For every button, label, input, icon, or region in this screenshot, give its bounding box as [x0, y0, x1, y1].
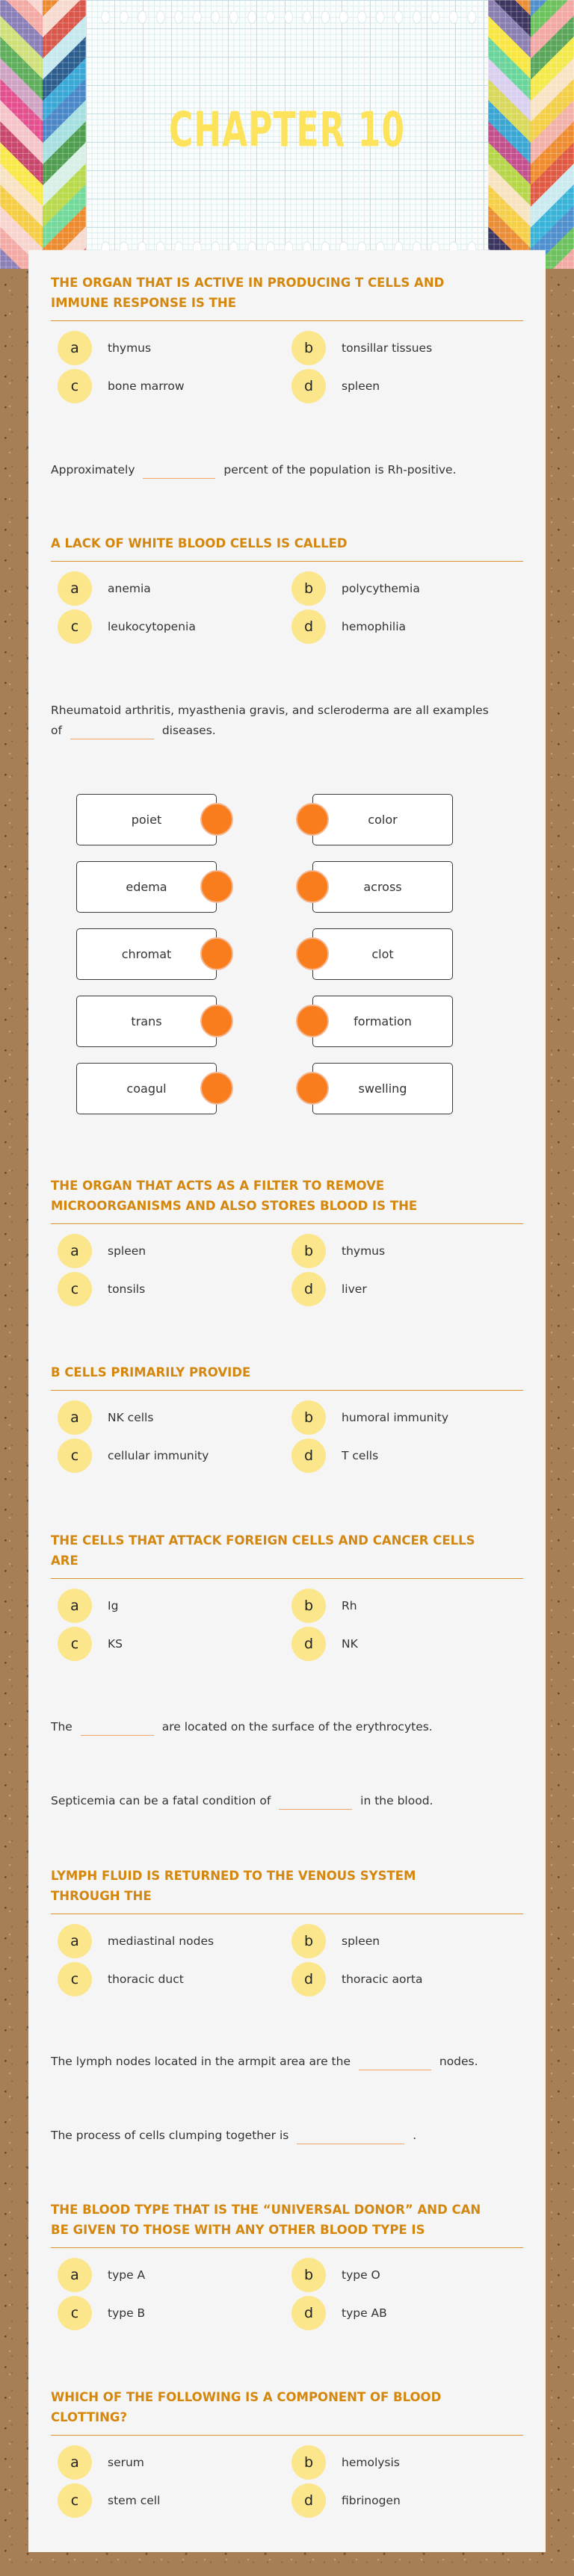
match-label: edema [126, 880, 167, 894]
match-right-item[interactable] [312, 794, 453, 845]
option-text: hemolysis [342, 2456, 400, 2469]
option-text: serum [108, 2456, 144, 2469]
match-label: swelling [358, 1081, 407, 1096]
option-c[interactable] [58, 2483, 160, 2518]
connector-dot[interactable] [296, 1072, 329, 1105]
match-label: across [363, 880, 402, 894]
sentence-start: The process of cells clumping together is [51, 2129, 289, 2142]
option-b[interactable] [291, 1400, 448, 1435]
sentence-end: in the blood. [360, 1794, 433, 1807]
option-a[interactable] [58, 1400, 153, 1435]
option-d[interactable] [291, 2296, 387, 2330]
answer-options [51, 1589, 523, 1661]
match-label: chromat [121, 947, 172, 961]
question-divider [51, 2247, 523, 2248]
option-text: tonsillar tissues [342, 341, 433, 355]
option-letter-badge: d [291, 1962, 326, 1996]
match-left-item[interactable] [76, 928, 217, 980]
chevron-pattern-right [488, 0, 574, 269]
question-title-line: THE BLOOD TYPE THAT IS THE “UNIVERSAL DONOR” AND CAN [51, 2203, 481, 2217]
match-left-item[interactable] [76, 861, 217, 913]
option-text: spleen [342, 1934, 380, 1948]
option-b[interactable] [291, 1924, 380, 1958]
option-letter-badge: d [291, 2483, 326, 2518]
question-attack-cells [51, 1530, 523, 1661]
match-label: coagul [126, 1081, 167, 1096]
option-letter-badge: b [291, 1234, 326, 1268]
option-text: NK [342, 1637, 358, 1651]
sentence-start: Approximately [51, 463, 135, 477]
match-right-item[interactable] [312, 928, 453, 980]
fill-in-blank-autoimmune [51, 701, 523, 741]
answer-options [51, 1234, 523, 1306]
sentence-end: percent of the population is Rh-positive. [223, 463, 457, 477]
match-label: formation [354, 1014, 412, 1028]
grid-overlay [488, 0, 574, 269]
fill-in-blank-rh-positive [51, 460, 523, 480]
question-divider [51, 320, 523, 321]
question-title-line: THE CELLS THAT ATTACK FOREIGN CELLS AND CANCER CELLS [51, 1533, 475, 1548]
question-title [51, 1362, 523, 1382]
option-text: bone marrow [108, 379, 185, 393]
option-letter-badge: b [291, 1589, 326, 1623]
blank-input[interactable] [279, 1809, 352, 1810]
answer-options [51, 2445, 523, 2518]
option-a[interactable] [58, 1234, 146, 1268]
option-d[interactable] [291, 369, 380, 403]
question-title-line: ARE [51, 1554, 78, 1568]
match-left-item[interactable] [76, 794, 217, 845]
option-text: T cells [342, 1449, 379, 1462]
option-letter-badge: d [291, 609, 326, 644]
option-letter-badge: a [58, 1234, 92, 1268]
option-text: leukocytopenia [108, 620, 196, 633]
match-right-item[interactable] [312, 1063, 453, 1114]
question-title-line: THROUGH THE [51, 1889, 152, 1903]
question-spleen-filter [51, 1176, 523, 1306]
option-text: spleen [108, 1244, 146, 1258]
option-letter-badge: d [291, 1627, 326, 1661]
sentence-start: of [51, 724, 62, 737]
option-b[interactable] [291, 331, 432, 365]
option-c[interactable] [58, 1438, 209, 1473]
match-label: trans [131, 1014, 162, 1028]
question-divider [51, 2435, 523, 2436]
option-text: mediastinal nodes [108, 1934, 215, 1948]
option-letter-badge: c [58, 2296, 92, 2330]
answer-options [51, 331, 523, 403]
blank-input[interactable] [81, 1735, 154, 1736]
question-title-line: IMMUNE RESPONSE IS THE [51, 296, 236, 310]
fill-in-blank-clumping [51, 2126, 523, 2146]
option-b[interactable] [291, 2258, 380, 2292]
sentence-end: diseases. [161, 724, 216, 737]
connector-dot[interactable] [200, 1005, 233, 1037]
grid-paper [86, 0, 488, 269]
option-a[interactable] [58, 1924, 214, 1958]
question-title [51, 1176, 523, 1216]
option-text: tonsils [108, 1282, 146, 1296]
option-text: cellular immunity [108, 1449, 209, 1462]
option-letter-badge: c [58, 2483, 92, 2518]
match-label: color [368, 813, 398, 827]
option-text: Rh [342, 1599, 357, 1613]
question-thymus [51, 273, 523, 403]
question-title-line: MICROORGANISMS AND ALSO STORES BLOOD IS THE [51, 1199, 418, 1213]
option-d[interactable] [291, 1962, 422, 1996]
connector-dot[interactable] [200, 803, 233, 836]
question-title-line: A LACK OF WHITE BLOOD CELLS IS CALLED [51, 536, 348, 550]
connector-dot[interactable] [296, 1005, 329, 1037]
match-label: poiet [131, 813, 162, 827]
question-title [51, 1866, 523, 1906]
option-letter-badge: b [291, 2445, 326, 2480]
grid-overlay [0, 0, 86, 269]
option-text: thymus [342, 1244, 386, 1258]
question-title-line: THE ORGAN THAT IS ACTIVE IN PRODUCING T CELLS AND [51, 276, 445, 290]
match-right-item[interactable] [312, 861, 453, 913]
question-divider [51, 1390, 523, 1391]
option-b[interactable] [291, 571, 420, 606]
option-text: NK cells [108, 1411, 154, 1424]
option-letter-badge: c [58, 609, 92, 644]
option-d[interactable] [291, 2483, 401, 2518]
matching-exercise [28, 794, 546, 1130]
answer-options [51, 571, 523, 644]
sentence-start: The [51, 1720, 72, 1734]
question-title [51, 273, 523, 313]
chevron-pattern-left [0, 0, 86, 269]
option-a[interactable] [58, 571, 151, 606]
option-letter-badge: b [291, 571, 326, 606]
fill-in-blank-erythrocytes [51, 1717, 523, 1737]
answer-options [51, 1400, 523, 1473]
answer-options [51, 2258, 523, 2330]
question-title-line: WHICH OF THE FOLLOWING IS A COMPONENT OF BLOOD [51, 2390, 442, 2404]
option-text: thymus [108, 341, 152, 355]
option-text: humoral immunity [342, 1411, 449, 1424]
option-a[interactable] [58, 2258, 145, 2292]
option-b[interactable] [291, 1234, 385, 1268]
question-title-line: LYMPH FLUID IS RETURNED TO THE VENOUS SYSTEM [51, 1869, 416, 1883]
sentence-line: Rheumatoid arthritis, myasthenia gravis, and scleroderma are all examples [51, 704, 489, 717]
option-letter-badge: d [291, 1272, 326, 1306]
option-letter-badge: c [58, 1438, 92, 1473]
option-text: liver [342, 1282, 367, 1296]
option-text: KS [108, 1637, 123, 1651]
option-text: anemia [108, 582, 151, 595]
option-letter-badge: d [291, 1438, 326, 1473]
connector-dot[interactable] [200, 937, 233, 970]
option-letter-badge: d [291, 369, 326, 403]
option-letter-badge: b [291, 1400, 326, 1435]
option-a[interactable] [58, 1589, 118, 1623]
option-c[interactable] [58, 1627, 123, 1661]
option-letter-badge: a [58, 2258, 92, 2292]
connector-dot[interactable] [296, 870, 329, 903]
question-white-blood-cells [51, 533, 523, 644]
option-text: thoracic duct [108, 1973, 184, 1986]
option-text: type AB [342, 2306, 387, 2320]
connector-dot[interactable] [200, 870, 233, 903]
connector-dot[interactable] [200, 1072, 233, 1105]
option-text: fibrinogen [342, 2494, 401, 2507]
option-c[interactable] [58, 2296, 145, 2330]
option-d[interactable] [291, 609, 406, 644]
fill-in-blank-armpit-nodes [51, 2052, 523, 2072]
sentence-end: . [413, 2129, 417, 2142]
question-divider [51, 1578, 523, 1579]
page-header [0, 0, 574, 269]
option-letter-badge: d [291, 2296, 326, 2330]
option-b[interactable] [291, 1589, 357, 1623]
option-letter-badge: a [58, 1589, 92, 1623]
option-c[interactable] [58, 609, 196, 644]
sentence-end: nodes. [439, 2055, 478, 2068]
question-lymph-fluid [51, 1866, 523, 1996]
option-text: thoracic aorta [342, 1973, 423, 1986]
option-a[interactable] [58, 331, 151, 365]
option-letter-badge: a [58, 571, 92, 606]
option-d[interactable] [291, 1438, 378, 1473]
option-letter-badge: c [58, 1627, 92, 1661]
worksheet-card [28, 250, 546, 2552]
option-letter-badge: b [291, 331, 326, 365]
option-text: stem cell [108, 2494, 161, 2507]
question-title [51, 2387, 523, 2427]
sentence-start: The lymph nodes located in the armpit area are the [51, 2055, 351, 2068]
option-c[interactable] [58, 1272, 145, 1306]
option-text: hemophilia [342, 620, 407, 633]
blank-input[interactable] [143, 478, 215, 479]
question-divider [51, 1223, 523, 1224]
question-title-line: BE GIVEN TO THOSE WITH ANY OTHER BLOOD TYPE IS [51, 2223, 425, 2237]
connector-dot[interactable] [296, 937, 329, 970]
option-d[interactable] [291, 1272, 367, 1306]
option-d[interactable] [291, 1627, 358, 1661]
page-title: CHAPTER 10 [169, 102, 405, 158]
option-letter-badge: c [58, 369, 92, 403]
option-a[interactable] [58, 2445, 144, 2480]
option-letter-badge: c [58, 1272, 92, 1306]
option-c[interactable] [58, 1962, 184, 1996]
match-right-item[interactable] [312, 996, 453, 1047]
option-letter-badge: b [291, 1924, 326, 1958]
match-left-item[interactable] [76, 1063, 217, 1114]
question-b-cells [51, 1362, 523, 1473]
connector-dot[interactable] [296, 803, 329, 836]
fill-in-blank-septicemia [51, 1791, 523, 1811]
question-title-line: CLOTTING? [51, 2410, 128, 2424]
question-blood-clotting [51, 2387, 523, 2518]
question-title [51, 533, 523, 553]
option-text: Ig [108, 1599, 119, 1613]
answer-options [51, 1924, 523, 1996]
sentence-end: are located on the surface of the erythrocytes. [161, 1720, 433, 1734]
question-title-line: B CELLS PRIMARILY PROVIDE [51, 1365, 251, 1379]
question-universal-donor [51, 2200, 523, 2330]
option-letter-badge: c [58, 1962, 92, 1996]
option-letter-badge: a [58, 1400, 92, 1435]
paper-holes-top [96, 10, 478, 25]
sentence-start: Septicemia can be a fatal condition of [51, 1794, 271, 1807]
option-b[interactable] [291, 2445, 400, 2480]
question-title [51, 2200, 523, 2240]
match-label: clot [371, 947, 394, 961]
question-title-line: THE ORGAN THAT ACTS AS A FILTER TO REMOVE [51, 1179, 385, 1193]
option-text: type A [108, 2268, 146, 2282]
option-text: type O [342, 2268, 380, 2282]
question-title [51, 1530, 523, 1571]
option-text: polycythemia [342, 582, 420, 595]
option-text: spleen [342, 379, 380, 393]
match-left-item[interactable] [76, 996, 217, 1047]
option-letter-badge: a [58, 331, 92, 365]
option-letter-badge: a [58, 2445, 92, 2480]
option-letter-badge: b [291, 2258, 326, 2292]
option-c[interactable] [58, 369, 185, 403]
option-text: type B [108, 2306, 146, 2320]
question-divider [51, 561, 523, 562]
option-letter-badge: a [58, 1924, 92, 1958]
